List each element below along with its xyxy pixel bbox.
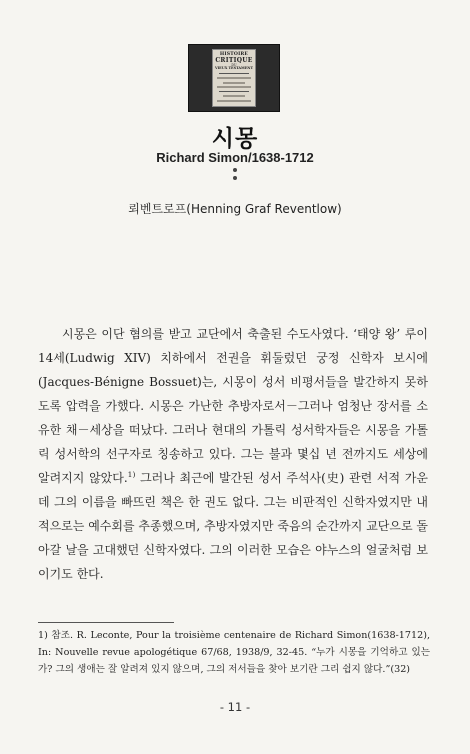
chapter-title: 시몽 [211, 126, 259, 152]
plate-fine-print [223, 95, 245, 97]
body-text-segment: 그러나 최근에 발간된 성서 주석사(史) 관련 서적 가운데 그의 이름을 빠뜨린 책은 한 권도 없다. 그는 비판적인 신학자였지만 내적으로는 예수회를 추종했으며, 추방자였지만 죽음의 순간까지 교단으로 돌아갈 날을 고대했던 신학자였다. 그의 이러한 모습은 야누스의 얼굴처럼 보이기도 한다. [38, 471, 428, 581]
footnote: 1) 참조. R. Leconte, Pour la troisième centenaire de Richard Simon(1638-1712), In: Nouvelle revue apologétique 67/68, 1938/9, 32-45. “누가 시몽을 기억하고 있는가? 그의 생애는 잘 알려져 있지 않으며, 그의 저서들을 찾아 보기란 그리 쉽지 않다.”(32) [38, 630, 430, 675]
chapter-subtitle: Richard Simon/1638-1712 [156, 150, 314, 165]
chapter-author: 뢰벤트로프(Henning Graf Reventlow) [128, 202, 342, 216]
footnote-reference[interactable]: 1) [127, 470, 136, 479]
plate-fine-print [217, 77, 251, 79]
book-cover-engraving [212, 49, 256, 107]
plate-rule [219, 73, 249, 74]
separator-dot [233, 168, 237, 172]
page-number: - 11 - [219, 700, 251, 714]
plate-text-line: VIEUX TESTAMENT [214, 66, 254, 71]
book-title-plate-image [188, 44, 280, 112]
body-text [38, 322, 428, 586]
plate-fine-print [223, 82, 245, 84]
footnote-divider [38, 622, 174, 623]
body-text-segment: 시몽은 이단 혐의를 받고 교단에서 축출된 수도사였다. ‘태양 왕’ 루이 14세(Ludwig XIV) 치하에서 전권을 휘둘렀던 궁정 신학자 보시에(Jacques-Bénigne Bossuet)는, 시몽이 성서 비평서들을 발간하지 못하도록 압력을 가했다. 시몽은 가난한 추방자로서－그러나 엄청난 장서를 소유한 채－세상을 떠났다. 그러나 현대의 가톨릭 성서학자들은 시몽을 가톨릭 성서학의 선구자로 칭송하고 있다. 그는 불과 몇십 년 전까지도 세상에 알려지지 않았다. [38, 327, 428, 485]
separator-dot [233, 176, 237, 180]
plate-rule [219, 91, 249, 92]
body-paragraph [38, 322, 428, 586]
plate-text-line: DU [231, 63, 237, 68]
plate-fine-print [217, 100, 251, 102]
separator-dots [231, 168, 239, 184]
plate-text-line: HISTOIRE [219, 52, 249, 57]
plate-text-line: CRITIQUE [215, 56, 253, 64]
plate-fine-print [217, 86, 251, 88]
